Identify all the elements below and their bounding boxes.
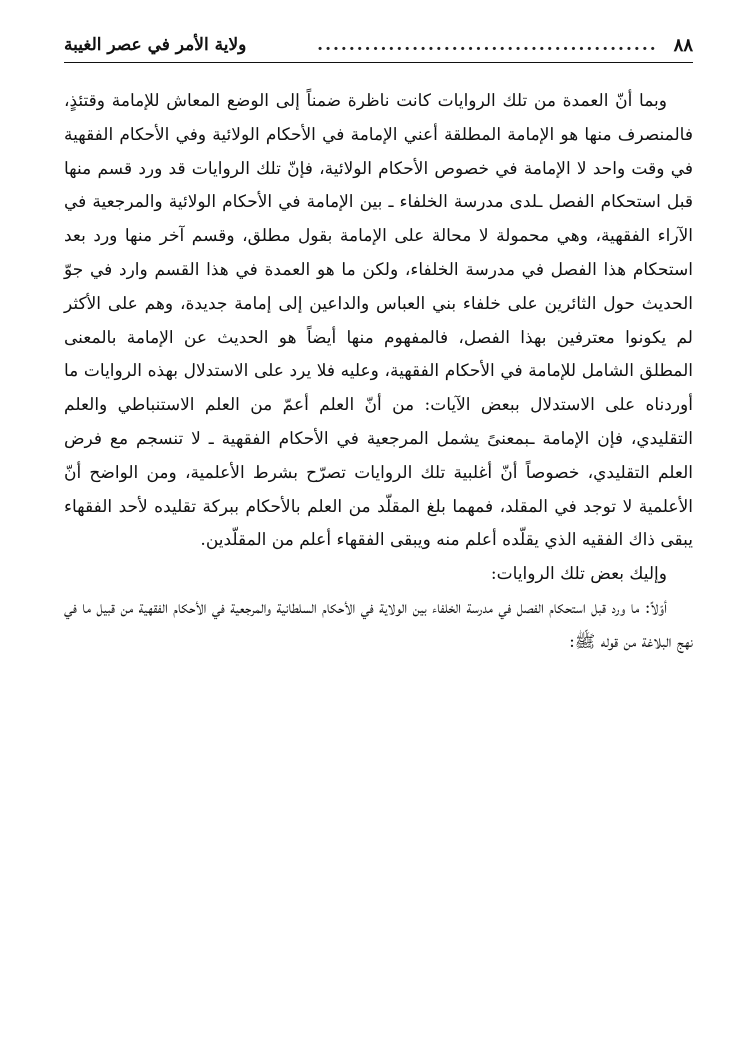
running-title: ولاية الأمر في عصر الغيبة — [64, 35, 247, 55]
paragraph-intro-narrations: وإليك بعض تلك الروايات: — [490, 564, 667, 585]
body-text — [64, 85, 693, 660]
header-dot-leader: ........................................... — [317, 35, 658, 55]
paragraph-main: وبما أنّ العمدة من تلك الروايات كانت ناظرة ضمناً إلى الوضع المعاش للإمامة وقتئذٍ، فالمنصرف منها هو الإمامة المطلقة أعني الإمامة في الأحكام الولائية وفي الأحكام الفقهية في وقت واحد لا الإمامة في خصوص الأحكام الولائية، فإنّ تلك الروايات قد ورد قسم منها قبل استحكام الفصل ـلدى مدرسة الخلفاء ـ بين الإمامة في الأحكام الولائية والمرجعية في الآراء الفقهية، وهي محمولة لا محالة على الإمامة بقول مطلق، وقسم آخر منها ورد بعد استحكام هذا الفصل في مدرسة الخلفاء، ولكن ما هو العمدة في هذا القسم وارد في جوّ الحديث حول الثائرين على خلفاء بني العباس والداعين إلى إمامة جديدة، وهم على الأكثر لم يكونوا معترفين بهذا الفصل، فالمفهوم منها أيضاً هو الحديث عن الإمامة بالمعنى المطلق الشامل للإمامة في الأحكام الفقهية، وعليه فلا يرد على الاستدلال بهذه الروايات ما أوردناه على الاستدلال ببعض الآيات: من أنّ العلم أعمّ من العلم الاستنباطي والعلم التقليدي، فإن الإمامة ـبمعنىً يشمل المرجعية في الأحكام الفقهية ـ لا تنسجم مع فرض العلم التقليدي، خصوصاً أنّ أغلبية تلك الروايات تصرّح بشرط الأعلمية، ومن الواضح أنّ الأعلمية لا توجد في المقلد، فمهما بلغ المقلّد من العلم بالأحكام ببركة تقليده لأحد الفقهاء يبقى ذاك الفقيه الذي يقلّده أعلم منه ويبقى الفقهاء أعلم من المقلّدين. — [64, 91, 693, 551]
book-page — [64, 28, 693, 1037]
paragraph-first-narration: أوّلاً: ما ورد قبل استحكام الفصل في مدرسة الخلفاء بين الولاية في الأحكام السلطانية والمرجعية في الأحكام الفقهية من قبيل ما في نهج البلاغة من قوله ﷺ: — [64, 597, 693, 652]
page-number: ٨٨ — [673, 34, 693, 56]
page-header — [64, 28, 693, 63]
